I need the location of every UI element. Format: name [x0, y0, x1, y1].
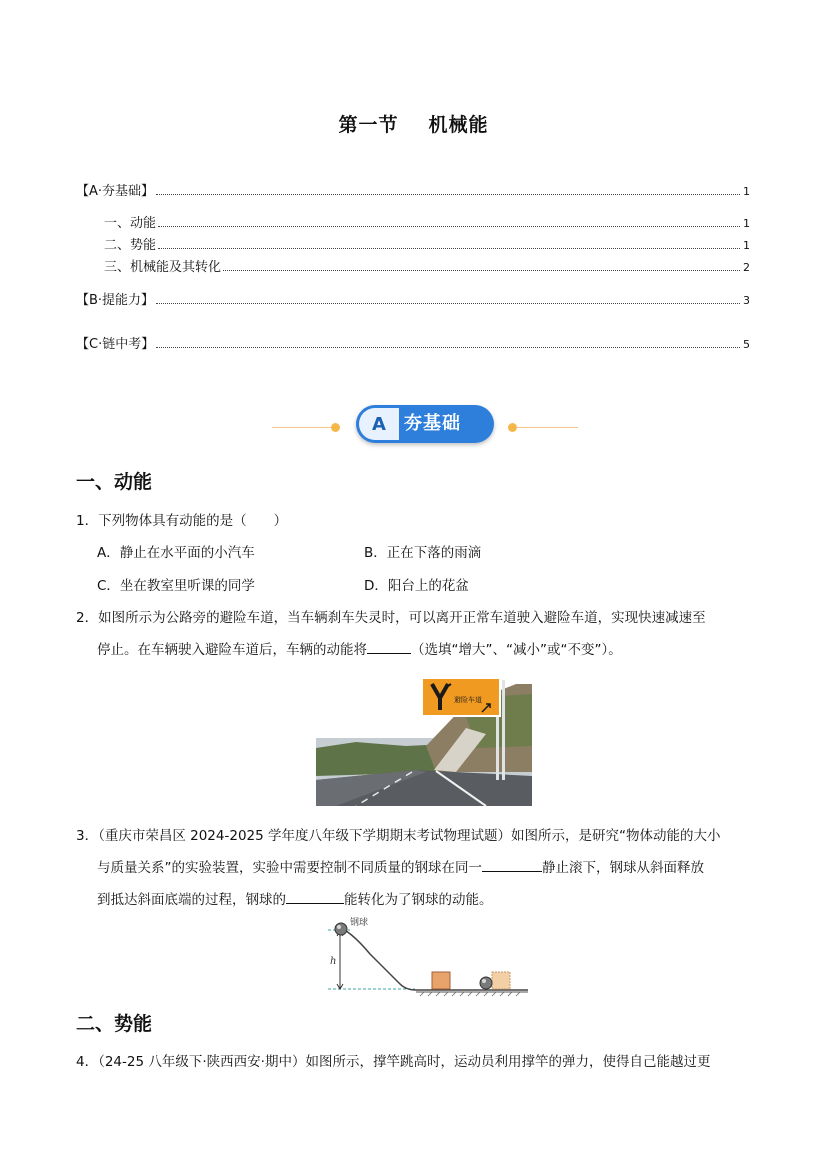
q1-stem: 1．下列物体具有动能的是（ ） [76, 513, 288, 529]
q1-option-a[interactable]: A．静止在水平面的小汽车 [97, 545, 255, 561]
toc-entry-mechanical[interactable] [104, 256, 750, 275]
toc-page: 5 [743, 338, 750, 351]
q1-option-b[interactable]: B．正在下落的雨滴 [364, 545, 482, 561]
steel-ball-label: 钢球 [350, 918, 369, 928]
incline-experiment-figure [320, 916, 532, 998]
q3-answer-blank-2[interactable] [286, 902, 344, 904]
toc-page: 3 [743, 294, 750, 307]
toc-entry-potential[interactable] [104, 234, 750, 253]
section-banner [356, 405, 494, 443]
toc-entry-c[interactable] [76, 333, 750, 352]
title-part1: 第一节 [338, 114, 399, 136]
banner-left-dot [331, 423, 340, 432]
q3-line3-a: 到抵达斜面底端的过程，钢球的 [97, 892, 286, 908]
toc-leader [158, 248, 740, 249]
page-title [0, 110, 827, 137]
toc-entry-b[interactable] [76, 289, 750, 308]
toc-page: 1 [743, 217, 750, 230]
height-label: h [330, 956, 337, 967]
q2-answer-blank[interactable] [367, 652, 411, 654]
q3-line3-b: 能转化为了钢球的动能。 [344, 892, 493, 908]
q3-answer-blank-1[interactable] [482, 870, 542, 872]
toc-label: 三、机械能及其转化 [104, 260, 222, 275]
q3-line2 [97, 856, 704, 876]
toc-page: 2 [743, 261, 750, 274]
section-heading-kinetic: 一、动能 [76, 471, 153, 493]
q3-line2-a: 与质量关系”的实验装置，实验中需要控制不同质量的钢球在同一 [97, 860, 482, 876]
toc-leader [156, 347, 740, 348]
q2-line2-b: （选填“增大”、“减小”或“不变”）。 [411, 642, 622, 658]
banner-right-line [516, 427, 578, 428]
toc-leader [223, 270, 740, 271]
toc-page: 1 [743, 185, 750, 198]
toc-leader [156, 303, 740, 304]
toc-page: 1 [743, 239, 750, 252]
toc-entry-a[interactable] [76, 180, 750, 199]
toc-label: 【A·夯基础】 [76, 184, 155, 199]
escape-lane-photo [316, 676, 532, 806]
q3-line3 [97, 888, 493, 908]
toc-label: 【C·链中考】 [76, 337, 155, 352]
toc-label: 二、势能 [104, 238, 157, 253]
q2-line2-a: 停止。在车辆驶入避险车道后，车辆的动能将 [97, 642, 367, 658]
toc-leader [158, 226, 740, 227]
toc-label: 一、动能 [104, 216, 157, 231]
banner-left-line [272, 427, 334, 428]
q4-line1: 4．（24-25 八年级下·陕西西安·期中）如图所示，撑竿跳高时，运动员利用撑竿的弹力，使得自己能越过更 [76, 1054, 711, 1070]
title-part2: 机械能 [428, 114, 489, 136]
toc-leader [156, 194, 740, 195]
toc-entry-kinetic[interactable] [104, 212, 750, 231]
q2-line1: 2．如图所示为公路旁的避险车道，当车辆刹车失灵时，可以离开正常车道驶入避险车道，实现快速减速至 [76, 610, 706, 626]
banner-text: 夯基础 [404, 413, 461, 434]
q1-option-c[interactable]: C．坐在教室里听课的同学 [97, 578, 255, 594]
q3-line1: 3．（重庆市荣昌区 2024-2025 学年度八年级下学期期末考试物理试题）如图所示，是研究“物体动能的大小 [76, 828, 721, 844]
q2-line2 [97, 638, 622, 658]
toc-label: 【B·提能力】 [76, 293, 155, 308]
banner-letter: A [359, 408, 399, 440]
escape-lane-sign-text: 避险车道 [454, 696, 482, 704]
q1-option-d[interactable]: D．阳台上的花盆 [364, 578, 469, 594]
q3-line2-b: 静止滚下，钢球从斜面释放 [542, 860, 704, 876]
section-heading-potential: 二、势能 [76, 1013, 153, 1035]
